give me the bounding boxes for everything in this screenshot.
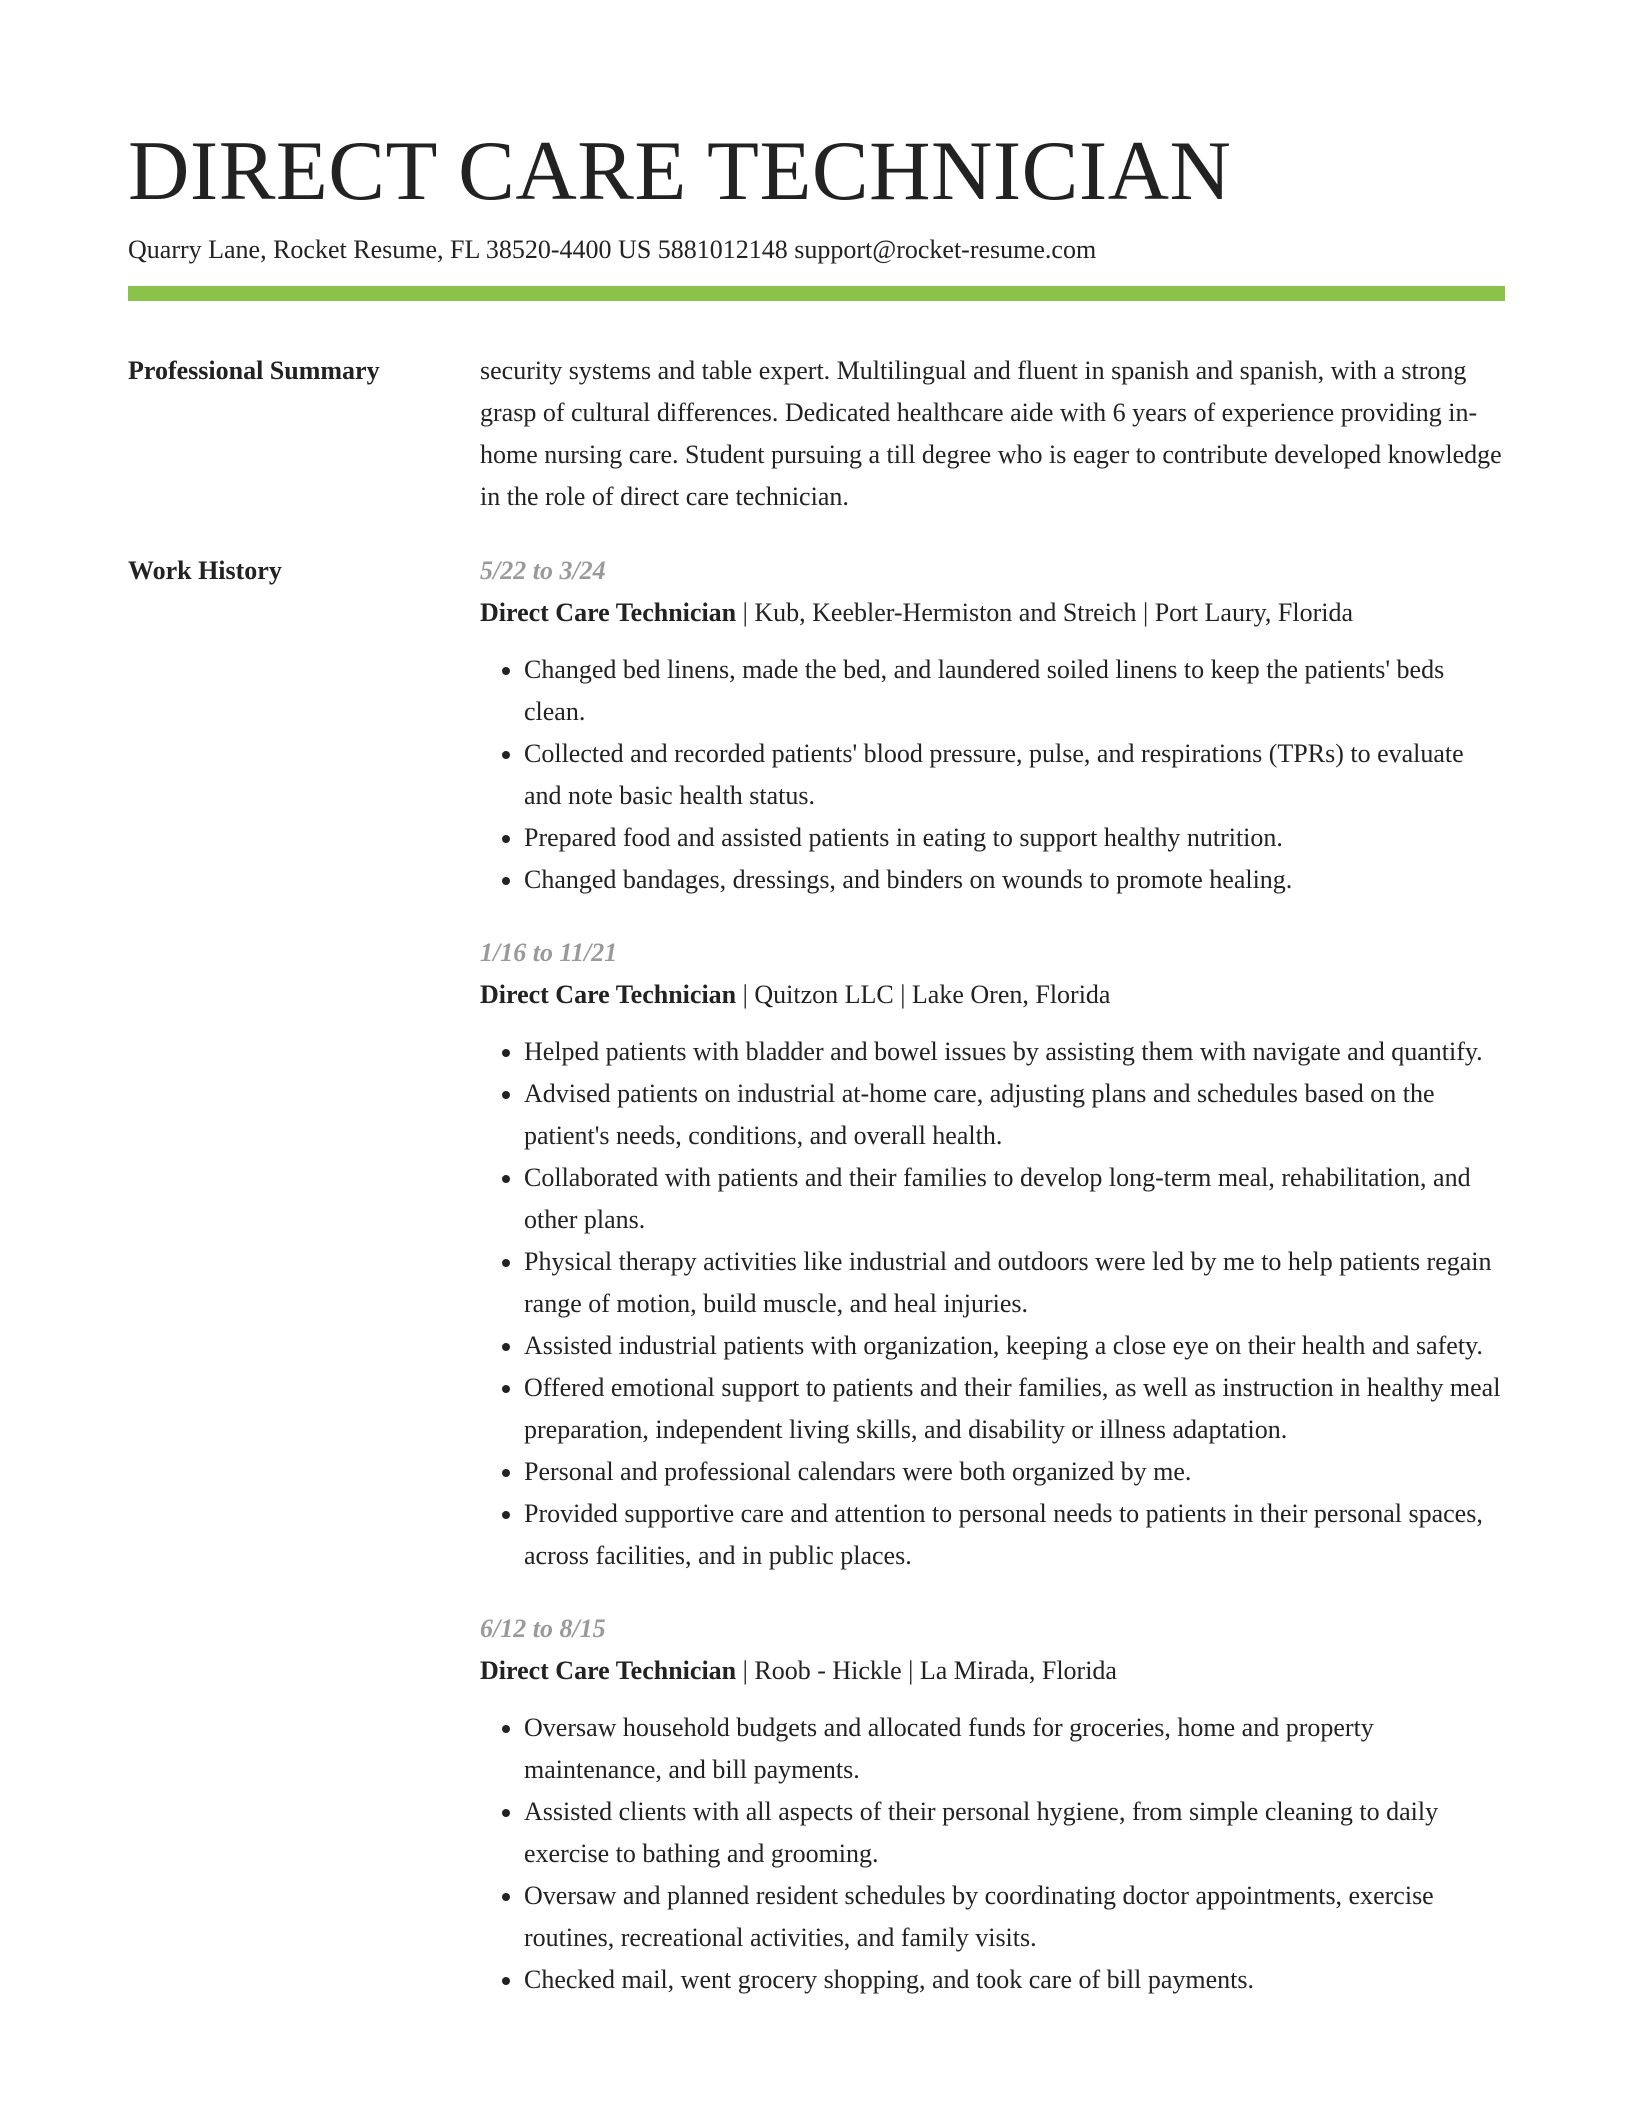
work-history-list <box>480 550 1505 2032</box>
job-employer-location: | Kub, Keebler-Hermiston and Streich | Port Laury, Florida <box>736 598 1354 627</box>
job-bullet: • Personal and professional calendars were both organized by me. <box>524 1451 1505 1493</box>
job-bullet: • Oversaw and planned resident schedules by coordinating doctor appointments, exercise routines, recreational activities, and family visits. <box>524 1875 1505 1959</box>
job-bullet: • Prepared food and assisted patients in eating to support healthy nutrition. <box>524 817 1505 859</box>
section-label-work-history: Work History <box>128 556 282 585</box>
job-employer-location: | Roob - Hickle | La Mirada, Florida <box>736 1656 1117 1685</box>
job-bullet: • Provided supportive care and attention to personal needs to patients in their personal spaces, across facilities, and in public places. <box>524 1493 1505 1577</box>
job-bullet: • Advised patients on industrial at-home care, adjusting plans and schedules based on the patient's needs, conditions, and overall health. <box>524 1073 1505 1157</box>
job-title: Direct Care Technician <box>480 598 737 627</box>
job-bullet: • Assisted industrial patients with organization, keeping a close eye on their health and safety. <box>524 1325 1505 1367</box>
job-bullet: • Oversaw household budgets and allocated funds for groceries, home and property maintenance, and bill payments. <box>524 1707 1505 1791</box>
job-dates: 6/12 to 8/15 <box>480 1614 606 1643</box>
job-heading <box>480 1650 1505 1692</box>
job-entry <box>480 1608 1505 2001</box>
resume-header <box>128 120 1505 268</box>
job-bullet: • Changed bed linens, made the bed, and laundered soiled linens to keep the patients' beds clean. <box>524 649 1505 733</box>
job-bullet: • Offered emotional support to patients and their families, as well as instruction in healthy meal preparation, independent living skills, and disability or illness adaptation. <box>524 1367 1505 1451</box>
job-heading <box>480 974 1505 1016</box>
section-label-professional-summary: Professional Summary <box>128 356 380 385</box>
job-title: Direct Care Technician <box>480 1656 737 1685</box>
contact-line: Quarry Lane, Rocket Resume, FL 38520-4400 US 5881012148 support@rocket-resume.com <box>128 235 1097 264</box>
job-bullet-list <box>480 1031 1505 1577</box>
job-bullet: • Physical therapy activities like industrial and outdoors were led by me to help patients regain range of motion, build muscle, and heal injuries. <box>524 1241 1505 1325</box>
job-entry <box>480 932 1505 1577</box>
job-employer-location: | Quitzon LLC | Lake Oren, Florida <box>736 980 1111 1009</box>
job-bullet: • Checked mail, went grocery shopping, and took care of bill payments. <box>524 1959 1505 2001</box>
summary-text: security systems and table expert. Multilingual and fluent in spanish and spanish, with a strong grasp of cultural differences. Dedicated healthcare aide with 6 years of experience providing in-home nursing care. Student pursuing a till degree who is eager to contribute developed knowledge in the role of direct care technician. <box>480 356 1502 511</box>
job-heading <box>480 592 1505 634</box>
job-title: Direct Care Technician <box>480 980 737 1009</box>
job-dates: 5/22 to 3/24 <box>480 556 606 585</box>
job-bullet: • Changed bandages, dressings, and binders on wounds to promote healing. <box>524 859 1505 901</box>
summary-body <box>480 350 1505 518</box>
resume-title: DIRECT CARE TECHNICIAN <box>128 124 1232 218</box>
job-entry <box>480 550 1505 901</box>
job-bullet: • Helped patients with bladder and bowel issues by assisting them with navigate and quantify. <box>524 1031 1505 1073</box>
job-bullet-list <box>480 1707 1505 2001</box>
job-bullet-list <box>480 649 1505 901</box>
accent-divider <box>128 286 1505 301</box>
job-bullet: • Collected and recorded patients' blood pressure, pulse, and respirations (TPRs) to evaluate and note basic health status. <box>524 733 1505 817</box>
job-bullet: • Assisted clients with all aspects of their personal hygiene, from simple cleaning to daily exercise to bathing and grooming. <box>524 1791 1505 1875</box>
job-bullet: • Collaborated with patients and their families to develop long-term meal, rehabilitation, and other plans. <box>524 1157 1505 1241</box>
job-dates: 1/16 to 11/21 <box>480 938 618 967</box>
